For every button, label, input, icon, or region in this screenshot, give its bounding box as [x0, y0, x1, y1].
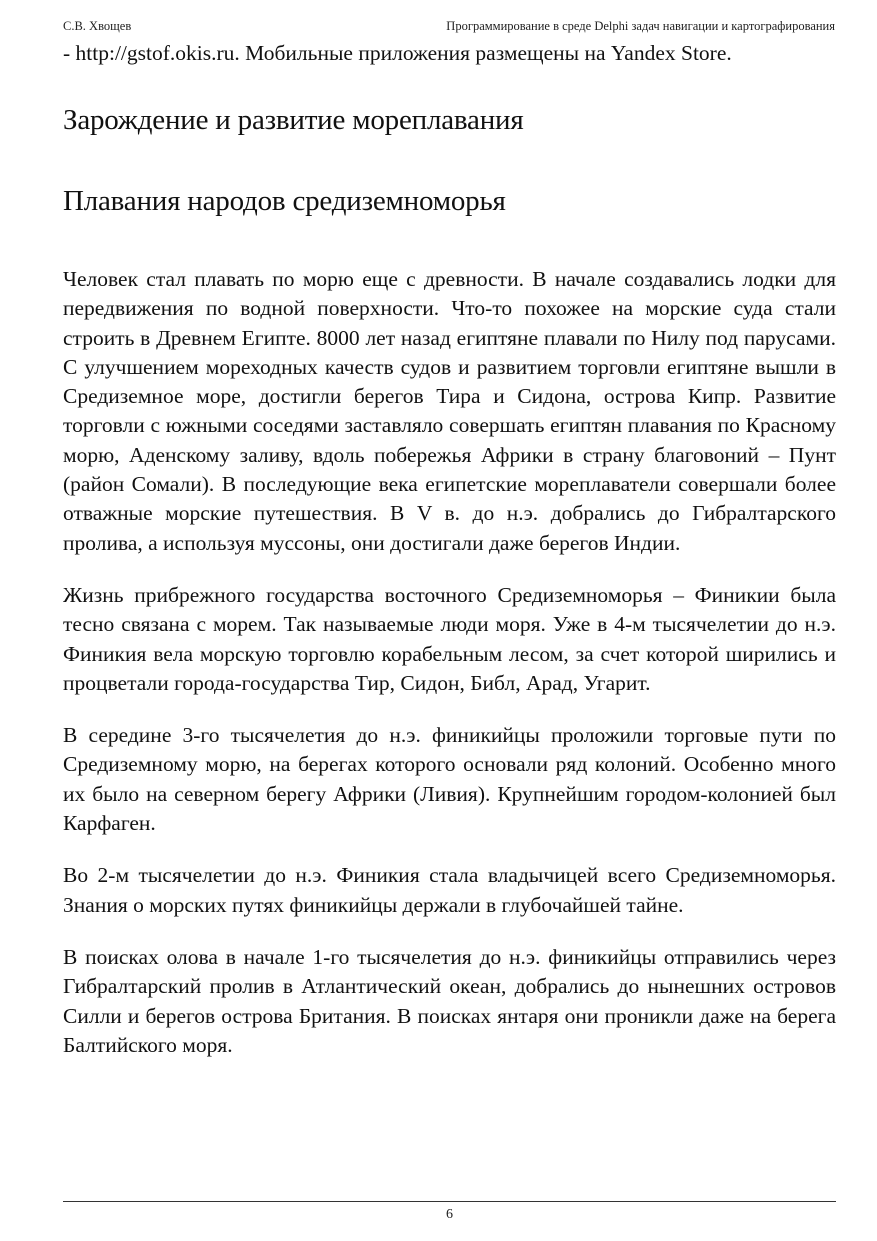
body-text: [63, 265, 836, 1060]
subsection-title: Плавания народов средиземноморья: [63, 185, 506, 217]
paragraph: Во 2-м тысячелетии до н.э. Финикия стала владычицей всего Средиземноморья. Знания о морских путях финикийцы держали в глубочайшей тайне.: [63, 863, 836, 917]
page-number: 6: [446, 1207, 453, 1222]
lead-line: - http://gstof.okis.ru. Мобильные приложения размещены на Yandex Store.: [63, 41, 732, 65]
paragraph: Жизнь прибрежного государства восточного Средиземноморья – Финикии была тесно связана с морем. Так называемые люди моря. Уже в 4-м тысячелетии до н.э. Финикия вела морскую торговлю корабельным лесом, за счет которой ширились и процветали города-государства Тир, Сидон, Библ, Арад, Угарит.: [63, 582, 836, 695]
paragraph: В середине 3-го тысячелетия до н.э. финикийцы проложили торговые пути по Средиземному морю, на берегах которого основали ряд колоний. Особенно много их было на северном берегу Африки (Ливия). Крупнейшим городом-колонией был Карфаген.: [63, 723, 836, 836]
header-author: С.В. Хвощев: [63, 19, 132, 33]
running-header: [63, 17, 835, 35]
footer-divider: [63, 1201, 836, 1202]
section-title: Зарождение и развитие мореплавания: [63, 104, 524, 136]
paragraph: Человек стал плавать по морю еще с древности. В начале создавались лодки для передвижения по водной поверхности. Что-то похожее на морские суда стали строить в Древнем Египте. 8000 лет назад египтяне плавали по Нилу под парусами. С улучшением мореходных качеств судов и развитием торговли египтяне вышли в Средиземное море, достигли берегов Тира и Сидона, острова Кипр. Развитие торговли с южными соседями заставляло совершать египтян плавания по Красному морю, Аденскому заливу, вдоль побережья Африки в страну благовоний – Пунт (район Сомали). В последующие века египетские мореплаватели совершали более отважные морские путешествия. В V в. до н.э. добрались до Гибралтарского пролива, а используя муссоны, они достигали даже берегов Индии.: [63, 267, 836, 555]
paragraph: В поисках олова в начале 1-го тысячелетия до н.э. финикийцы отправились через Гибралтарский пролив в Атлантический океан, добрались до нынешних островов Силли и берегов острова Британия. В поисках янтаря они проникли даже на берега Балтийского моря.: [63, 944, 836, 1057]
page-content: [63, 38, 836, 1083]
header-book-title: Программирование в среде Delphi задач навигации и картографирования: [446, 19, 835, 33]
